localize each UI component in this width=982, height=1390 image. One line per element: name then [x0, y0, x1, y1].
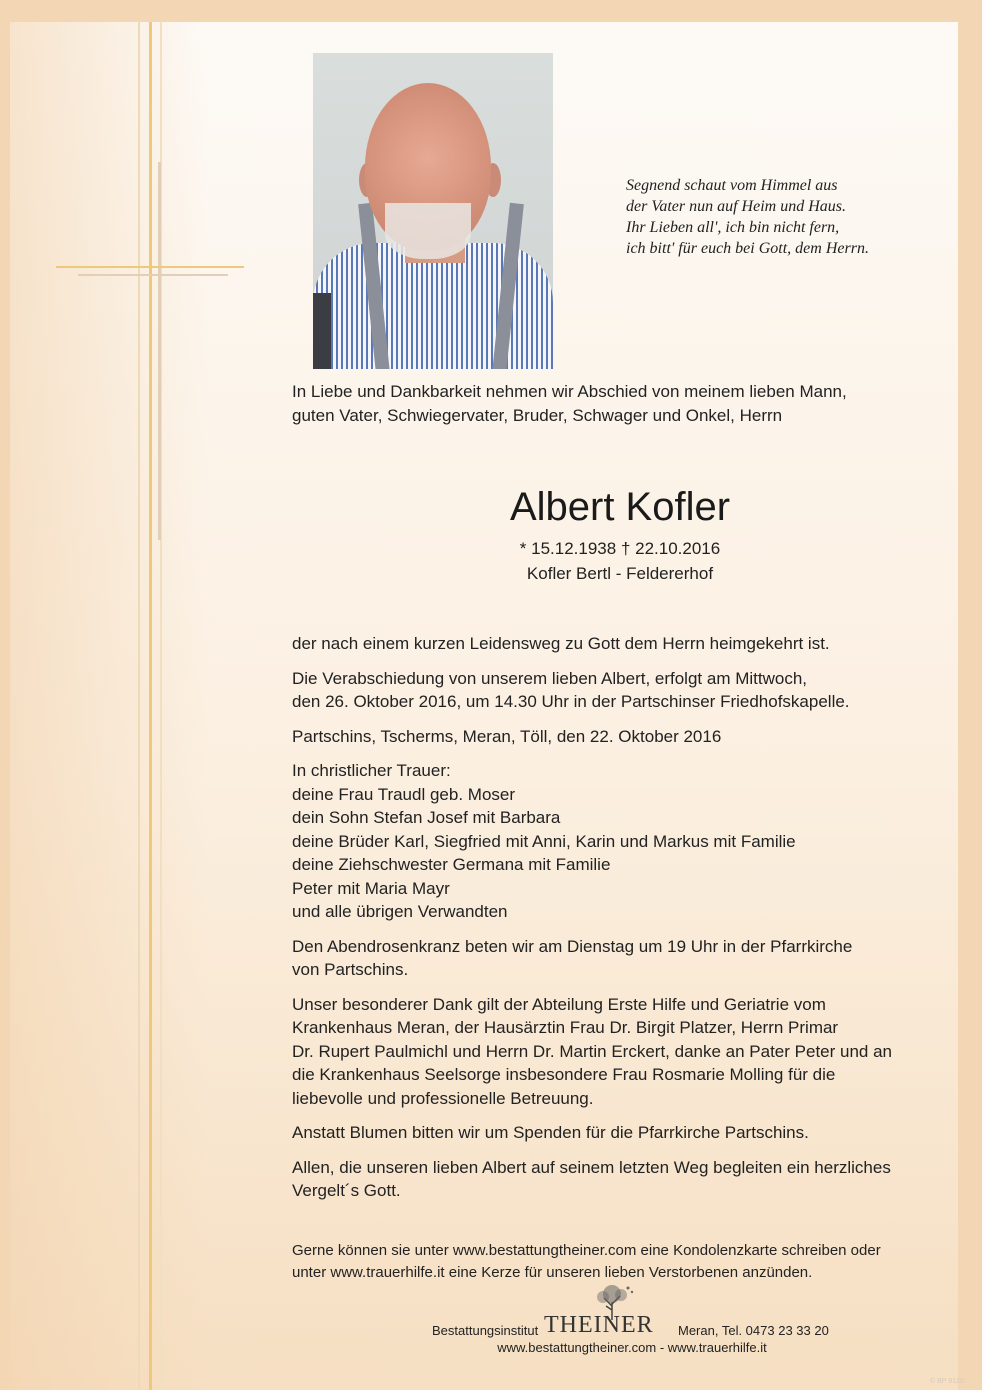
funeral-home-logo: THEINER — [544, 1312, 654, 1338]
paragraph: Allen, die unseren lieben Albert auf seinem letzten Weg begleiten ein herzliches Vergelt´s Gott. — [292, 1157, 891, 1200]
decor-line — [138, 22, 140, 1390]
institute-label: Bestattungsinstitut — [432, 1323, 539, 1338]
condolence-note: Gerne können sie unter www.bestattungtheiner.com eine Kondolenzkarte schreiben oder unter www.trauerhilfe.it eine Kerze für unseren lieben Verstorbenen anzünden. — [292, 1242, 881, 1281]
paragraph: Anstatt Blumen bitten wir um Spenden für die Pfarrkirche Partschins. — [292, 1123, 809, 1142]
decor-line-gold — [149, 22, 152, 1390]
poem-verse: Segnend schaut vom Himmel aus der Vater nun auf Heim und Haus. Ihr Lieben all', ich bin nicht fern, ich bitt' für euch bei Gott, dem Herrn. — [626, 177, 869, 257]
footer-websites: www.bestattungtheiner.com - www.trauerhilfe.it — [497, 1340, 767, 1355]
paragraph: Unser besonderer Dank gilt der Abteilung Erste Hilfe und Geriatrie vom Krankenhaus Meran, der Hausärztin Frau Dr. Birgit Platzer, Herrn Primar Dr. Rupert Paulmichl und Herrn Dr. Martin Erckert, danke an Pater Peter und an die Krankenhaus Seelsorge insbesondere Frau Rosmarie Molling für die liebevolle und professionelle Betreuung. — [292, 994, 892, 1108]
paragraph: Partschins, Tscherms, Meran, Töll, den 22. Oktober 2016 — [292, 726, 722, 746]
funeral-home-footer — [432, 1312, 832, 1342]
deceased-name: Albert Kofler — [509, 485, 731, 529]
mourners-list: In christlicher Trauer: deine Frau Traudl geb. Moser dein Sohn Stefan Josef mit Barbara deine Brüder Karl, Siegfried mit Anni, Karin und Markus mit Familie deine Ziehschwester Germana mit Familie Peter mit Maria Mayr und alle übrigen Verwandten — [292, 761, 796, 921]
nickname: Kofler Bertl - Feldererhof — [526, 564, 714, 583]
print-code: © BP 9120 — [930, 1378, 964, 1385]
paragraph: Die Verabschiedung von unserem lieben Albert, erfolgt am Mittwoch, den 26. Oktober 2016, um 14.30 Uhr in der Partschinser Friedhofskapelle. — [292, 668, 850, 711]
intro-text: In Liebe und Dankbarkeit nehmen wir Abschied von meinem lieben Mann, guten Vater, Schwiegervater, Bruder, Schwager und Onkel, Herrn — [292, 382, 847, 425]
life-dates: * 15.12.1938 † 22.10.2016 — [519, 539, 721, 558]
obituary-body — [292, 632, 952, 1214]
paragraph: der nach einem kurzen Leidensweg zu Gott dem Herrn heimgekehrt ist. — [292, 634, 830, 653]
portrait-photo — [313, 53, 553, 369]
address-phone: Meran, Tel. 0473 23 33 20 — [678, 1323, 829, 1338]
paragraph: Den Abendrosenkranz beten wir am Dienstag um 19 Uhr in der Pfarrkirche von Partschins. — [292, 936, 853, 979]
